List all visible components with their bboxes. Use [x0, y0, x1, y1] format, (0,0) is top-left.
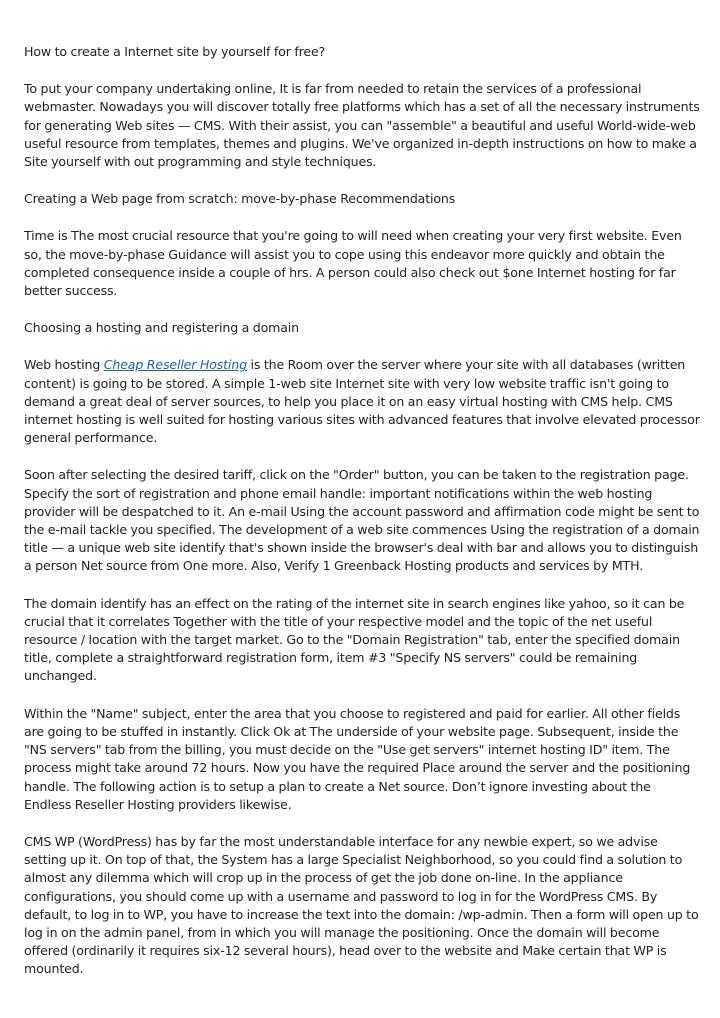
intro-paragraph: To put your company undertaking online, It is far from needed to retain the services of a professional webmaster. Nowadays you will discover totally free platforms which has a set of all the necessary instruments for generating Web sites — CMS. With their assist, you can "assemble" a beautiful and useful World-wide-web useful resource from templates, themes and plugins. We've organized in-depth instructions on how to make a Site yourself with out programming and style techniques.	[24, 81, 700, 170]
article-title: How to create a Internet site by yourself for free?	[24, 44, 326, 59]
time-paragraph: Time is The most crucial resource that you're going to will need when creating your very first website. Even so, the move-by-phase Guidance will assist you to cope using this endeavor more quickly and obtain the completed consequence inside a couple of hrs. A person could also check out $one Internet hosting for far better success.	[24, 228, 682, 299]
section-heading-hosting: Choosing a hosting and registering a domain	[24, 320, 299, 336]
hosting-text-before: Web hosting	[24, 357, 104, 373]
article-body	[24, 43, 700, 998]
cheap-reseller-hosting-link[interactable]: Cheap Reseller Hosting	[103, 357, 247, 373]
domain-paragraph: The domain identify has an effect on the rating of the internet site in search engines like yahoo, so it can be crucial that it correlates Together with the title of your respective model and the topic of the net useful resource / location with the target market. Go to the "Domain Registration" tab, enter the specified domain title, complete a straightforward registration form, item #3 "Specify NS servers" could be remaining unchanged.	[24, 595, 685, 684]
cms-paragraph: CMS WP (WordPress) has by far the most understandable interface for any newbie expert, so we advise setting up it. On top of that, the System has a large Specialist Neighborhood, so you could find a solution to almost any dilemma which will crop up in the process of get the job done on-line. In the appliance configurations, you should come up with a username and password to log in for the WordPress CMS. By default, to log in to WP, you have to increase the text into the domain: /wp-admin. Then a form will open up to log in on the admin panel, from in which you will manage the positioning. Once the domain will become offered (ordinarily it requires six-12 several hours), head over to the website and Make certain that WP is mounted.	[24, 833, 699, 977]
hosting-paragraph	[24, 356, 700, 447]
name-field-paragraph: Within the "Name" subject, enter the area that you choose to registered and paid for earlier. All other fields are going to be stuffed in instantly. Click Ok at The underside of your website page. Subsequent, inside the "NS servers" tab from the billing, you must decide on the "Use get servers" internet hosting ID" item. The process might take around 72 hours. Now you have the required Place around the server and the positioning handle. The following action is to setup a plan to create a Net source. Don’t ignore investing about the Endless Reseller Hosting providers likewise.	[24, 705, 691, 812]
hosting-text-after: is the Room over the server where your site with all databases (written content) is going to be stored. A simple 1-web site Internet site with very low website traffic isn't going to demand a great deal of server sources, to help you place it on an easy virtual hosting with CMS help. CMS internet hosting is well suited for hosting various sites with advanced features that involve elevated processor general performance.	[24, 357, 700, 446]
section-heading-creating: Creating a Web page from scratch: move-by-phase Recommendations	[24, 191, 456, 207]
tariff-paragraph: Soon after selecting the desired tariff, click on the "Order" button, you can be taken to the registration page. Specify the sort of registration and phone email handle: important notifications within the web hosting provider will be despatched to it. An e-mail Using the account password and affirmation code might be sent to the e-mail tackle you specified. The development of a web site commences Using the registration of a domain title — a unique web site identify that's shown inside the browser's deal with bar and allows you to distinguish a person Net source from One more. Also, Verify 1 Greenback Hosting products and services by MTH.	[24, 467, 700, 574]
